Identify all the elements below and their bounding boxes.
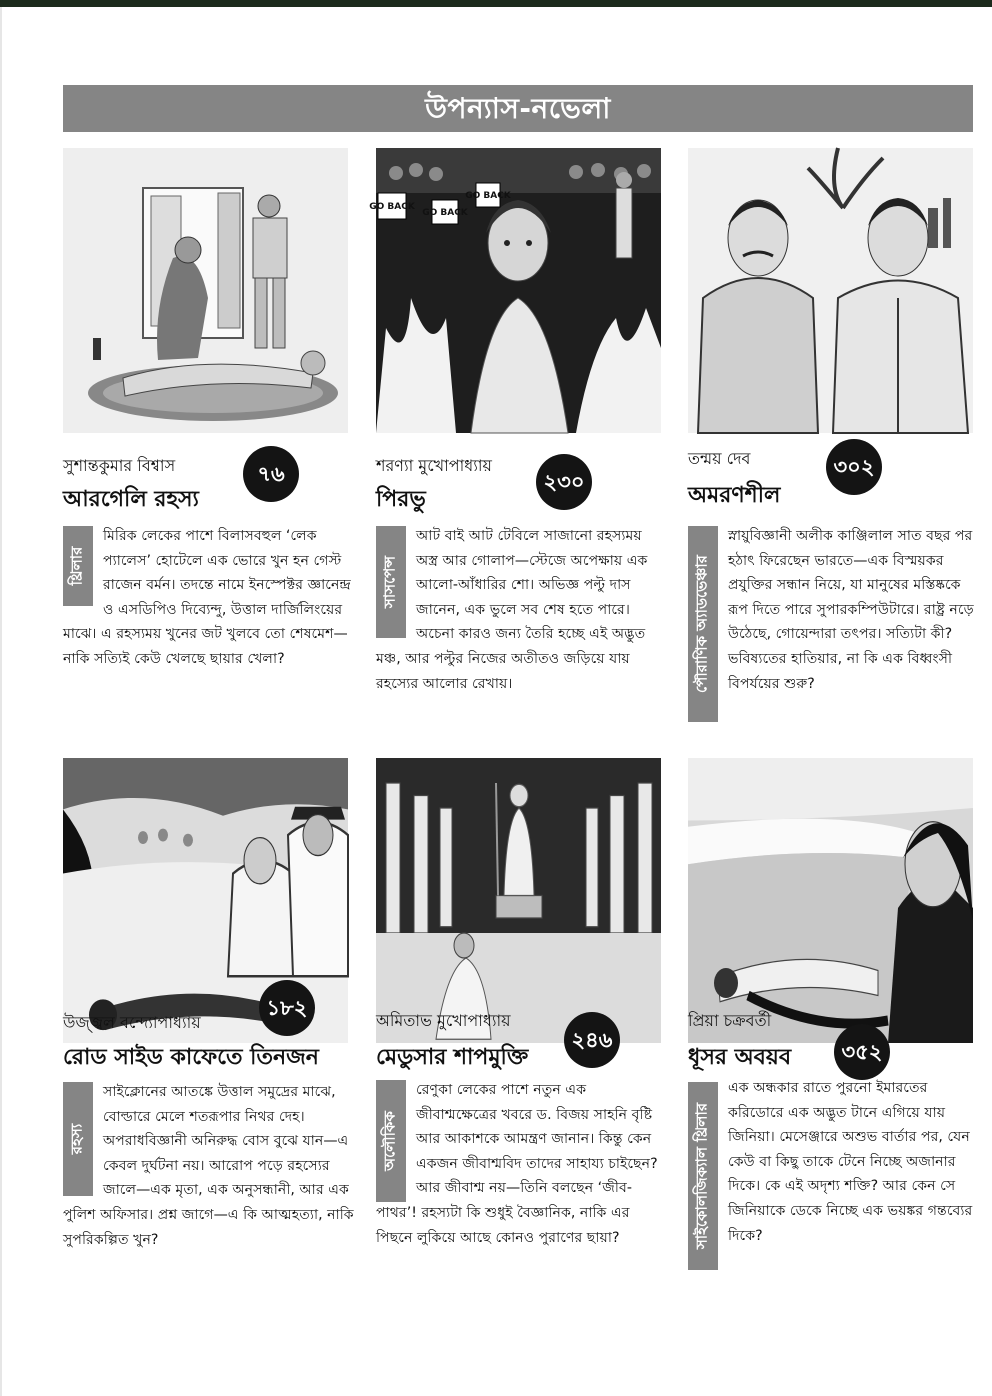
genre-text: সাইকোলজিক্যাল থ্রিলার (692, 1102, 711, 1250)
protest-sign-text: GO BACK (465, 191, 511, 201)
novel-title[interactable]: অমরণশীল (688, 483, 781, 508)
genre-text: রহস্য (67, 1123, 86, 1155)
genre-text: পৌরাণিক অ্যাডভেঞ্চার (692, 555, 711, 693)
novel-title[interactable]: পিরভু (376, 487, 426, 512)
section-title: উপন্যাস-নভেলা (425, 92, 611, 125)
author-name: সুশান্তকুমার বিশ্বাস (63, 456, 176, 475)
illustration-two-men (688, 148, 973, 433)
author-name: তন্ময় দেব (688, 449, 751, 468)
left-border (0, 7, 2, 1396)
novel-description: আট বাই আট টেবিলে সাজানো রহস্যময় অস্ত্র আর গোলাপ—স্টেজে অপেক্ষায় এক আলো-আঁধারির শো। অভিজ্ঞ পল্টু দাস জানেন, এক ভুলে সব শেষ হতে পারে। অচেনা কারও জন্য তৈরি হচ্ছে এই অদ্ভুত মঞ্চ, আর পল্টুর নিজের অতীতও জড়িয়ে যায় রহস্যের আলোর রেখায়। (376, 528, 648, 692)
genre-label (376, 526, 406, 638)
illustration-girl-shore (688, 758, 973, 1043)
novel-description: রেণুকা লেকের পাশে নতুন এক জীবাশ্মক্ষেত্রের খবরে ড. বিজয় সাহনি বৃষ্টি আর আকাশকে আমন্ত্রণ জানান। কিন্তু কেন একজন জীবাশ্মবিদ তাদের সাহায্য চাইছেন? আর জীবাশ্ম নয়—তিনি বলছেন ‘জীব-পাথর’! রহস্যটা কি শুধুই বৈজ্ঞানিক, নাকি এর পিছনে লুকিয়ে আছে কোনও পুরাণের ছায়া? (376, 1082, 658, 1246)
novel-card[interactable] (688, 148, 980, 708)
genre-label (376, 1080, 406, 1202)
novel-title[interactable]: ধূসর অবয়ব (688, 1045, 792, 1070)
genre-label (63, 1082, 93, 1196)
author-name: অমিতাভ মুখোপাধ্যায় (376, 1011, 511, 1030)
genre-label (688, 1082, 718, 1270)
novel-description: এক অন্ধকার রাতে পুরনো ইমারতের করিডোরে এক অদ্ভুত টানে এগিয়ে যায় জিনিয়া। মেসেঞ্জারে অশুভ বার্তার পর, যেন কেউ বা কিছু তাকে টেনে নিচ্ছে অজানার দিকে। কে এই অদৃশ্য শক্তি? আর কেন সে জিনিয়াকে ডেকে নিচ্ছে এক ভয়ঙ্কর গন্তব্যের দিকে? (728, 1080, 973, 1244)
section-header (63, 85, 973, 132)
novel-description: মিরিক লেকের পাশে বিলাসবহুল ‘লেক প্যালেস’ হোটেলে এক ভোরে খুন হন গেস্ট রাজেন বর্মন। তদন্তে নামে ইনস্পেক্টর জ্ঞানেন্দ্র ও এসডিপিও দিব্যেন্দু, উত্তাল দার্জিলিংয়ের মাঝে। এ রহস্যময় খুনের জট খুলবে তো শেষমেশ—নাকি সত্যিই কেউ খেলছে ছায়ার খেলা? (63, 528, 351, 667)
novel-title[interactable]: মেডুসার শাপমুক্তি (376, 1045, 529, 1070)
novel-title[interactable]: রোড সাইড কাফেতে তিনজন (63, 1045, 319, 1070)
page-number-badge: ২৪৬ (564, 1012, 620, 1068)
genre-text: অলৌকিক (380, 1111, 399, 1171)
novel-card[interactable] (688, 758, 980, 1318)
illustration-girl-fire (369, 148, 661, 433)
genre-label (63, 526, 93, 606)
novel-card[interactable] (376, 758, 668, 1318)
page-number-badge: ৩৫২ (834, 1024, 890, 1080)
top-border (0, 0, 992, 7)
novel-title[interactable]: আরগেলি রহস্য (63, 487, 199, 512)
page-number-badge: ২৩০ (536, 454, 592, 510)
author-name: প্রিয়া চক্রবর্তী (688, 1011, 772, 1030)
illustration-temple-statue (376, 758, 661, 1043)
page-number-badge: ৭৬ (243, 446, 299, 502)
genre-label (688, 526, 718, 722)
novel-description: স্নায়ুবিজ্ঞানী অলীক কাঞ্জিলাল সাত বছর পর হঠাৎ ফিরেছেন ভারতে—এক বিস্ময়কর প্রযুক্তির সন্ধান নিয়ে, যা মানুষের মস্তিষ্ককে রূপ দিতে পারে সুপারকম্পিউটারে। রাষ্ট্র নড়ে উঠেছে, গোয়েন্দারা তৎপর। সত্যিটা কী? ভবিষ্যতের হাতিয়ার, না কি এক বিধ্বংসী বিপর্যয়ের শুরু? (728, 528, 974, 692)
page-number-badge: ৩০২ (826, 439, 882, 495)
author-name: শরণ্যা মুখোপাধ্যায় (376, 456, 492, 475)
genre-text: সাসপেন্স (380, 555, 399, 609)
author-name: উজ্জ্বল বন্দ্যোপাধ্যায় (63, 1013, 201, 1032)
illustration-crime-scene (63, 148, 348, 433)
novel-card[interactable] (63, 148, 355, 708)
genre-text: থ্রিলার (67, 546, 86, 586)
novel-card[interactable] (369, 148, 668, 708)
novel-description: সাইক্লোনের আতঙ্কে উত্তাল সমুদ্রের মাঝে, বোল্ডারে মেলে শতরূপার নিথর দেহ। অপরাধবিজ্ঞানী অনিরুদ্ধ বোস বুঝে যান—এ কেবল দুর্ঘটনা নয়। আরোপ পড়ে রহস্যের জালে—এক মৃতা, এক অনুসন্ধানী, আর এক পুলিশ অফিসার। প্রশ্ন জাগে—এ কি আত্মহত্যা, নাকি সুপরিকল্পিত খুন? (63, 1084, 354, 1248)
novel-card[interactable] (63, 758, 355, 1318)
protest-sign-text: GO BACK (369, 202, 415, 212)
protest-sign-text: GO BACK (422, 208, 468, 218)
page-number-badge: ১৮২ (259, 980, 315, 1036)
